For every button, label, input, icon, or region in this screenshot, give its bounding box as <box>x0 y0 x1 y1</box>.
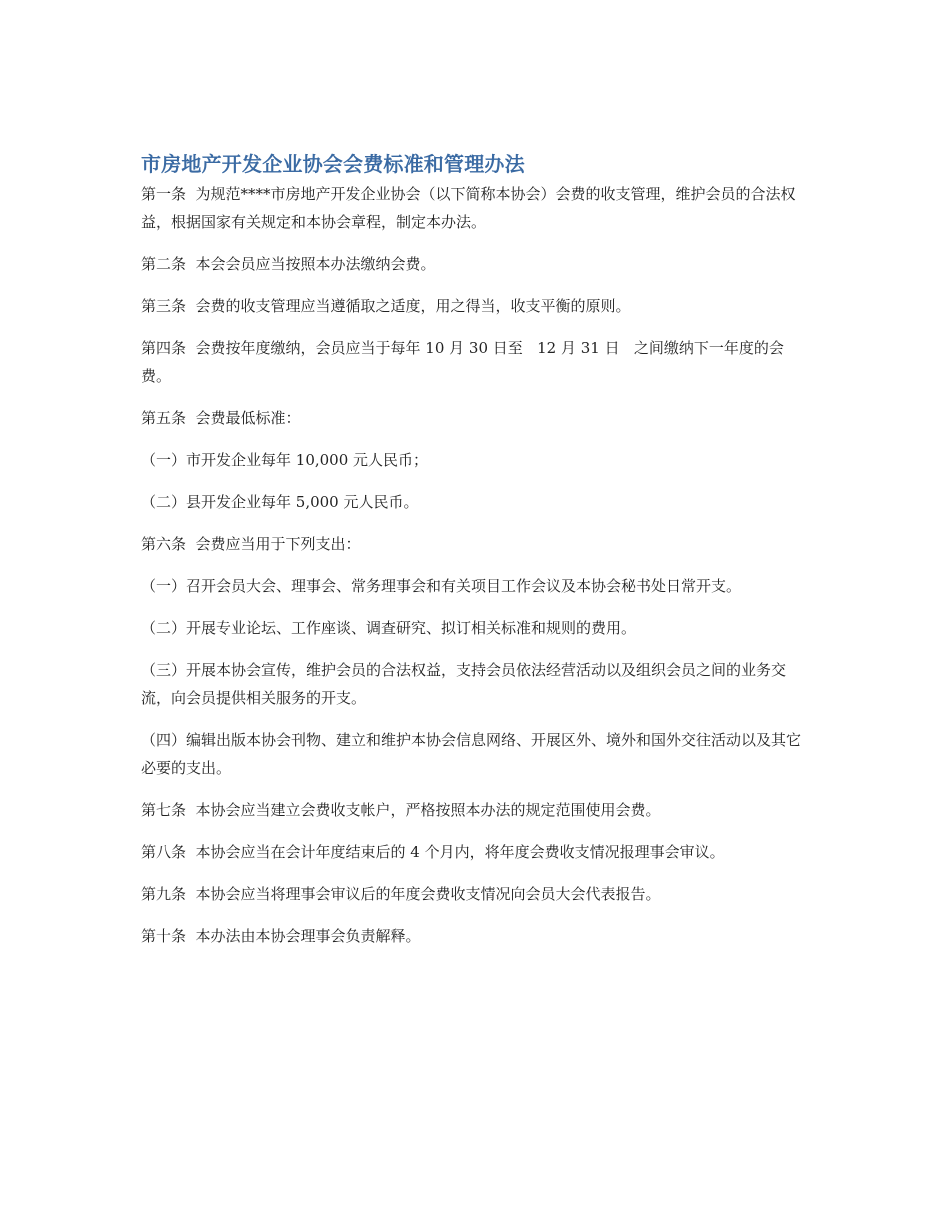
article-6-item-3: （三）开展本协会宣传，维护会员的合法权益，支持会员依法经营活动以及组织会员之间的业务交流，向会员提供相关服务的开支。 <box>141 661 787 707</box>
article-1: 第一条 为规范****市房地产开发企业协会（以下简称本协会）会费的收支管理，维护会员的合法权益，根据国家有关规定和本协会章程，制定本办法。 <box>141 185 796 231</box>
article-5-item-1: （一）市开发企业每年 10,000 元人民币； <box>141 451 429 469</box>
article-6-item-4: （四）编辑出版本协会刊物、建立和维护本协会信息网络、开展区外、境外和国外交往活动以及其它必要的支出。 <box>141 731 802 777</box>
article-5: 第五条 会费最低标准： <box>141 409 301 427</box>
article-10: 第十条 本办法由本协会理事会负责解释。 <box>141 927 421 945</box>
article-5-item-2: （二）县开发企业每年 5,000 元人民币。 <box>141 493 419 511</box>
article-2: 第二条 本会会员应当按照本办法缴纳会费。 <box>141 255 436 273</box>
article-7: 第七条 本协会应当建立会费收支帐户，严格按照本办法的规定范围使用会费。 <box>141 801 661 819</box>
article-3: 第三条 会费的收支管理应当遵循取之适度，用之得当，收支平衡的原则。 <box>141 297 631 315</box>
article-8: 第八条 本协会应当在会计年度结束后的 4 个月内，将年度会费收支情况报理事会审议。 <box>141 843 725 861</box>
document-body <box>141 150 813 964</box>
article-6-item-2: （二）开展专业论坛、工作座谈、调查研究、拟订相关标准和规则的费用。 <box>141 619 637 637</box>
document-title: 市房地产开发企业协会会费标准和管理办法 <box>141 152 525 176</box>
article-4: 第四条 会费按年度缴纳，会员应当于每年 10 月 30 日至 12 月 31 日 之间缴纳下一年度的会费。 <box>141 339 784 385</box>
article-6-item-1: （一）召开会员大会、理事会、常务理事会和有关项目工作会议及本协会秘书处日常开支。 <box>141 577 742 595</box>
article-6: 第六条 会费应当用于下列支出： <box>141 535 361 553</box>
article-9: 第九条 本协会应当将理事会审议后的年度会费收支情况向会员大会代表报告。 <box>141 885 661 903</box>
